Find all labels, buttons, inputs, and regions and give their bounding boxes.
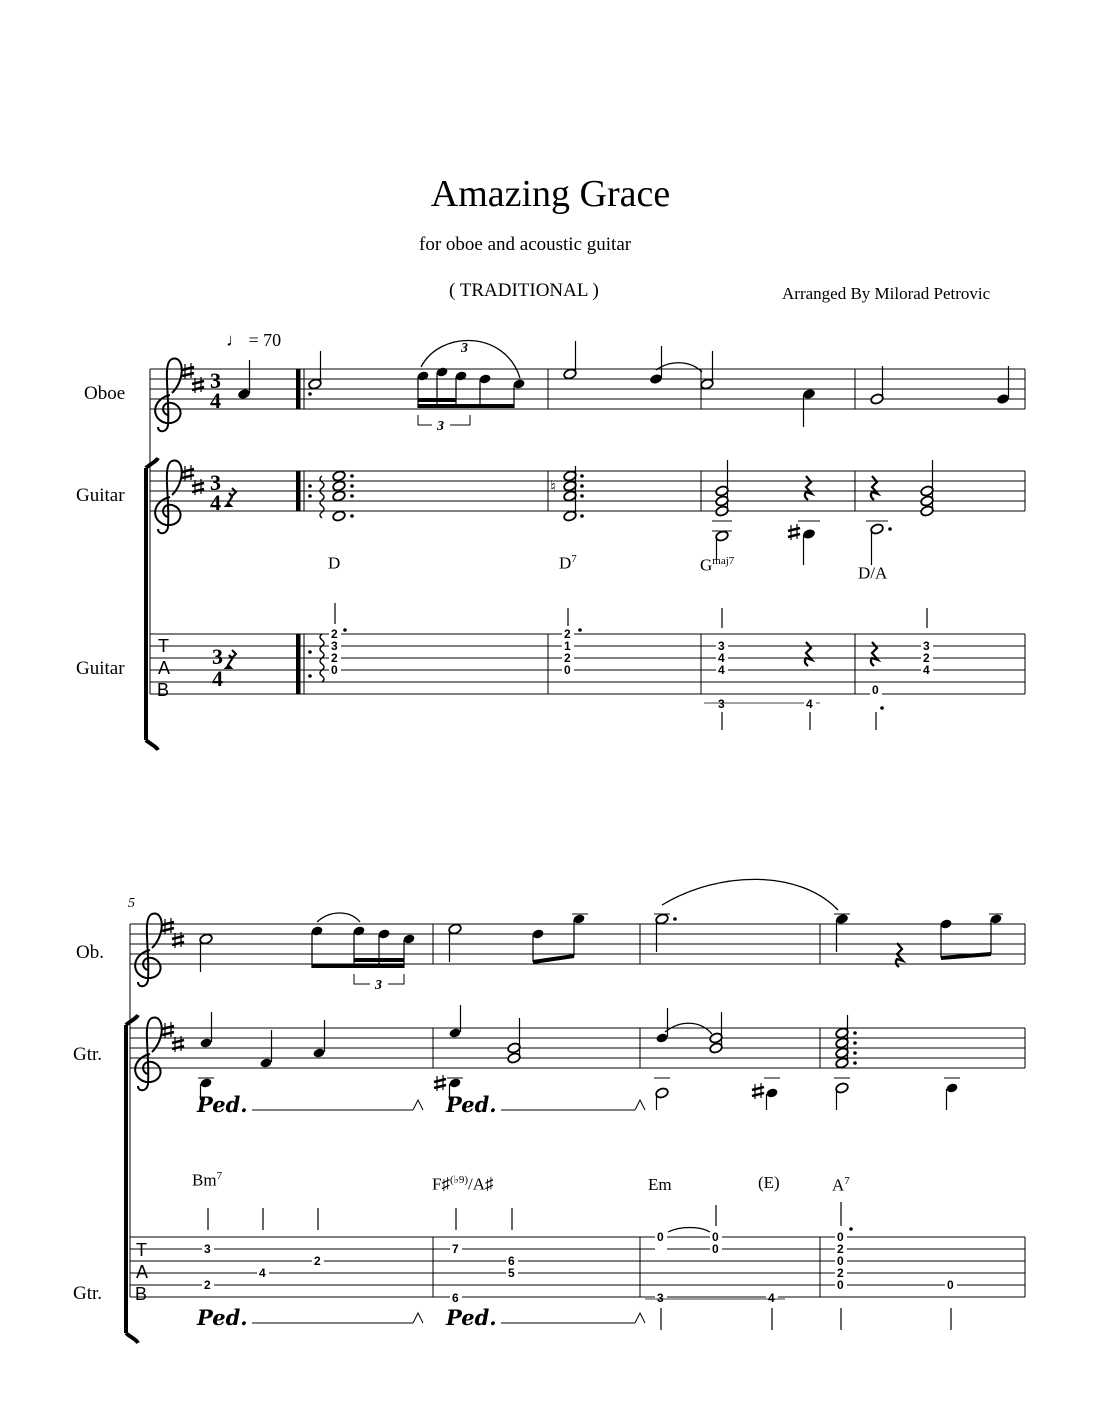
svg-text:4: 4 <box>806 697 813 711</box>
measure-number: 5 <box>128 896 135 911</box>
sharp-icon <box>162 918 174 934</box>
natural-icon: ♮ <box>550 479 556 496</box>
tab-clef-A: A <box>136 1262 149 1282</box>
time-signature-bottom: 4 <box>210 388 221 413</box>
chord-symbol: D/A <box>858 563 888 583</box>
svg-text:3: 3 <box>718 697 725 711</box>
svg-text:Ped.: Ped. <box>197 1092 248 1117</box>
svg-text:0: 0 <box>837 1278 844 1292</box>
oboe-notes-1 <box>237 340 1010 434</box>
instrument-guitar-short: Gtr. <box>73 1044 103 1065</box>
sharp-icon <box>182 465 194 481</box>
tab-staff-1 <box>150 634 1025 694</box>
svg-text:2: 2 <box>564 651 571 665</box>
chord-symbol: Em <box>648 1175 672 1194</box>
svg-text:2: 2 <box>331 627 338 641</box>
oboe-staff-2 <box>130 924 1025 964</box>
svg-text:2: 2 <box>837 1242 844 1256</box>
oboe-notes-2 <box>199 879 1003 993</box>
svg-text:5: 5 <box>508 1266 515 1280</box>
time-signature-top: 3 <box>210 368 221 393</box>
svg-text:6: 6 <box>452 1291 459 1305</box>
guitar-notes-1 <box>226 460 934 565</box>
svg-text:4: 4 <box>718 651 725 665</box>
svg-text:0: 0 <box>712 1242 719 1256</box>
chord-symbol: D <box>328 553 341 573</box>
svg-text:Ped.: Ped. <box>446 1305 497 1330</box>
svg-text:0: 0 <box>657 1230 664 1244</box>
svg-text:2: 2 <box>331 651 338 665</box>
svg-text:1: 1 <box>564 639 571 653</box>
score-title: Amazing Grace <box>430 173 671 215</box>
repeat-start-barline <box>296 369 312 694</box>
tab-clef-A: A <box>158 658 171 678</box>
tab-clef-T: T <box>136 1240 147 1260</box>
instrument-oboe-short: Ob. <box>76 942 104 963</box>
composer: ( TRADITIONAL ) <box>449 280 599 301</box>
svg-text:4: 4 <box>923 663 930 677</box>
tab-numbers-2 <box>202 1202 957 1330</box>
svg-text:Ped.: Ped. <box>197 1305 248 1330</box>
sharp-icon <box>434 1075 446 1091</box>
brace-bracket <box>146 458 158 750</box>
svg-text:0: 0 <box>872 683 879 697</box>
time-signature-top: 3 <box>212 644 223 669</box>
svg-text:3: 3 <box>331 639 338 653</box>
svg-text:2: 2 <box>837 1266 844 1280</box>
sharp-icon <box>788 524 800 540</box>
svg-text:3: 3 <box>657 1291 664 1305</box>
svg-text:0: 0 <box>947 1278 954 1292</box>
tuplet-number: 3 <box>375 978 382 993</box>
oboe-staff-1 <box>150 369 1025 409</box>
svg-text:4: 4 <box>768 1291 775 1305</box>
tab-clef-B: B <box>157 680 170 700</box>
chord-symbol: $D^7$ <box>559 553 577 573</box>
instrument-guitar-tab-short: Gtr. <box>73 1283 103 1304</box>
sharp-icon <box>752 1083 764 1099</box>
chord-symbol: $A^7$ <box>832 1175 850 1195</box>
svg-text:0: 0 <box>837 1254 844 1268</box>
tab-clef-T: T <box>158 636 169 656</box>
score-subtitle: for oboe and acoustic guitar <box>419 234 632 255</box>
chord-symbol: $G^{maj7}$ <box>700 555 735 575</box>
chord-symbol: Bm$^7$ <box>192 1170 223 1190</box>
svg-text:0: 0 <box>331 663 338 677</box>
chord-symbol: F♯$^{(♭9)}$/A♯ <box>432 1174 494 1194</box>
sharp-icon <box>162 1022 174 1038</box>
sharp-icon <box>182 363 194 379</box>
svg-text:0: 0 <box>837 1230 844 1244</box>
tuplet-number: 3 <box>437 419 444 434</box>
guitar-staff-1 <box>150 471 1025 511</box>
time-signature-bottom: 4 <box>210 490 221 515</box>
svg-text:3: 3 <box>923 639 930 653</box>
arranger: Arranged By Milorad Petrovic <box>782 284 991 303</box>
svg-text:4: 4 <box>718 663 725 677</box>
tab-numbers-1 <box>226 603 933 730</box>
chord-symbol: (E) <box>758 1173 780 1192</box>
svg-text:0: 0 <box>564 663 571 677</box>
svg-text:3: 3 <box>718 639 725 653</box>
svg-text:Ped.: Ped. <box>446 1092 497 1117</box>
tuplet-number: 3 <box>461 341 468 356</box>
svg-text:2: 2 <box>564 627 571 641</box>
svg-text:6: 6 <box>508 1254 515 1268</box>
svg-text:4: 4 <box>259 1266 266 1280</box>
svg-text:7: 7 <box>452 1242 459 1256</box>
instrument-guitar: Guitar <box>76 485 125 506</box>
instrument-guitar-tab: Guitar <box>76 658 125 679</box>
svg-text:3: 3 <box>204 1242 211 1256</box>
time-signature-top: 3 <box>210 470 221 495</box>
instrument-oboe: Oboe <box>84 383 126 404</box>
time-signature-bottom: 4 <box>212 666 223 691</box>
tempo-value: = 70 <box>248 330 282 350</box>
quarter-note-icon: ♩ <box>226 330 244 350</box>
svg-text:0: 0 <box>712 1230 719 1244</box>
svg-text:2: 2 <box>314 1254 321 1268</box>
tab-clef-B: B <box>135 1284 148 1304</box>
svg-text:2: 2 <box>923 651 930 665</box>
svg-text:2: 2 <box>204 1278 211 1292</box>
